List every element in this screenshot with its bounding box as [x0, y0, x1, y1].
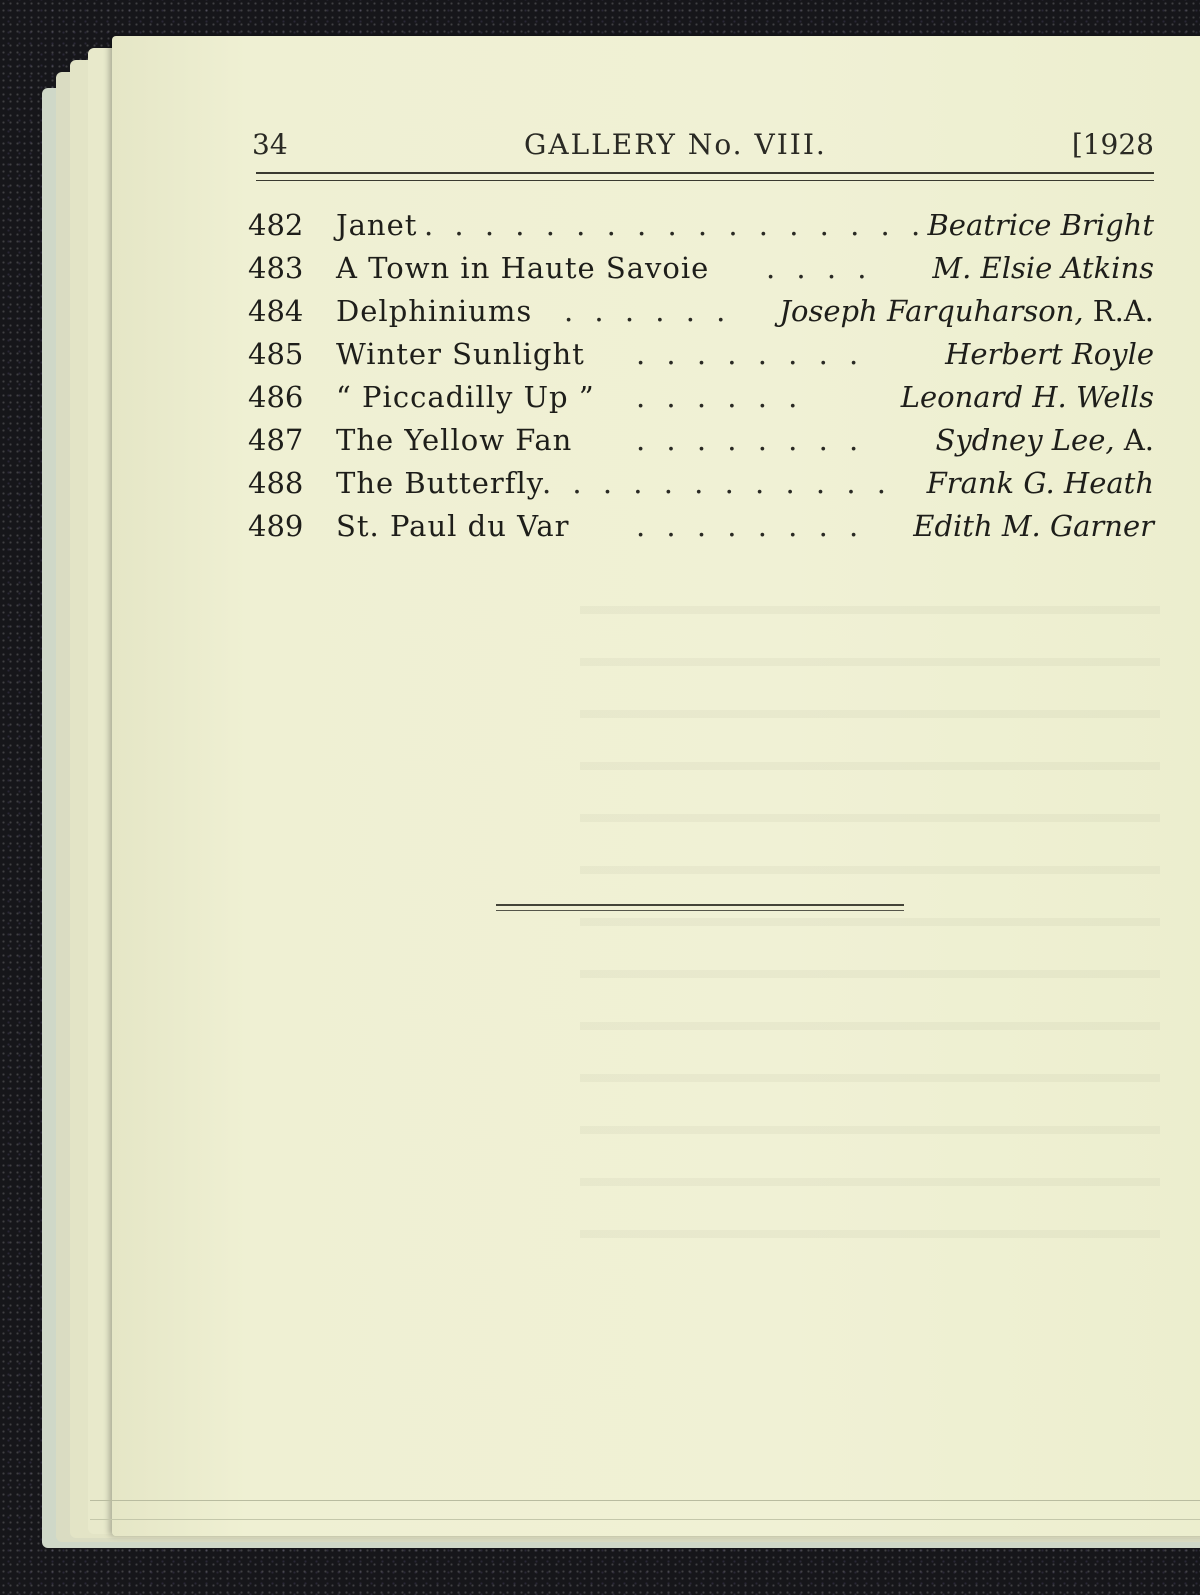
entry-artist	[936, 423, 1154, 457]
artist-name: Joseph Farquharson,	[779, 294, 1084, 328]
entry-row	[248, 204, 1154, 247]
leader-dots: . . . . . . . .	[636, 509, 865, 543]
artist-name: Sydney Lee,	[935, 423, 1115, 457]
entry-row	[248, 462, 1154, 505]
leader-dots: . . . . . . . . . . . .	[542, 466, 893, 500]
entry-row	[248, 505, 1154, 548]
gallery-title: GALLERY No. VIII.	[524, 128, 827, 161]
header-double-rule	[256, 172, 1154, 181]
artist-name: M. Elsie Atkins	[932, 251, 1154, 285]
leader-dots: . . . . . . . .	[636, 423, 865, 457]
entry-row	[248, 290, 1154, 333]
entry-number: 486	[248, 380, 304, 414]
artist-name: Herbert Royle	[945, 337, 1154, 371]
artist-name: Edith M. Garner	[913, 509, 1154, 543]
page-header	[252, 128, 1154, 168]
catalogue-year: [1928	[1071, 128, 1154, 161]
entry-title: Delphiniums	[336, 294, 533, 328]
leader-dots: . . . . . .	[636, 380, 804, 414]
artist-name: Leonard H. Wells	[900, 380, 1154, 414]
entry-number: 488	[248, 466, 304, 500]
entry-title: “ Piccadilly Up ”	[336, 380, 595, 414]
entry-artist	[927, 466, 1154, 500]
entry-number: 485	[248, 337, 304, 371]
entry-artist	[901, 380, 1154, 414]
artist-name: Beatrice Bright	[927, 208, 1154, 242]
reverse-page-show-through	[580, 580, 1160, 1280]
entry-number: 484	[248, 294, 304, 328]
entry-number: 487	[248, 423, 304, 457]
entry-number: 483	[248, 251, 304, 285]
entry-artist	[932, 251, 1154, 285]
entry-title: A Town in Haute Savoie	[336, 251, 710, 285]
artist-suffix: A.	[1114, 423, 1154, 457]
leader-dots: . . . . . .	[564, 294, 732, 328]
page-number: 34	[252, 128, 288, 161]
artist-name: Frank G. Heath	[926, 466, 1154, 500]
leader-dots: . . . .	[766, 251, 873, 285]
entry-row	[248, 247, 1154, 290]
entry-artist	[945, 337, 1154, 371]
artist-suffix: R.A.	[1083, 294, 1154, 328]
entry-title: The Butterfly	[336, 466, 545, 500]
entry-artist	[927, 208, 1154, 242]
section-end-rule	[496, 904, 904, 911]
entry-artist	[913, 509, 1154, 543]
leader-dots: . . . . . . . .	[636, 337, 865, 371]
entry-row	[248, 376, 1154, 419]
entry-title: The Yellow Fan	[336, 423, 573, 457]
entry-artist	[779, 294, 1154, 328]
entry-row	[248, 419, 1154, 462]
page-bottom-edges	[90, 1500, 1200, 1520]
entry-number: 482	[248, 208, 304, 242]
entry-title: St. Paul du Var	[336, 509, 570, 543]
entry-title: Janet	[336, 208, 418, 242]
entry-title: Winter Sunlight	[336, 337, 585, 371]
catalogue-entries	[248, 204, 1154, 548]
entry-row	[248, 333, 1154, 376]
leader-dots: . . . . . . . . . . . . . . . . .	[424, 208, 927, 242]
entry-number: 489	[248, 509, 304, 543]
